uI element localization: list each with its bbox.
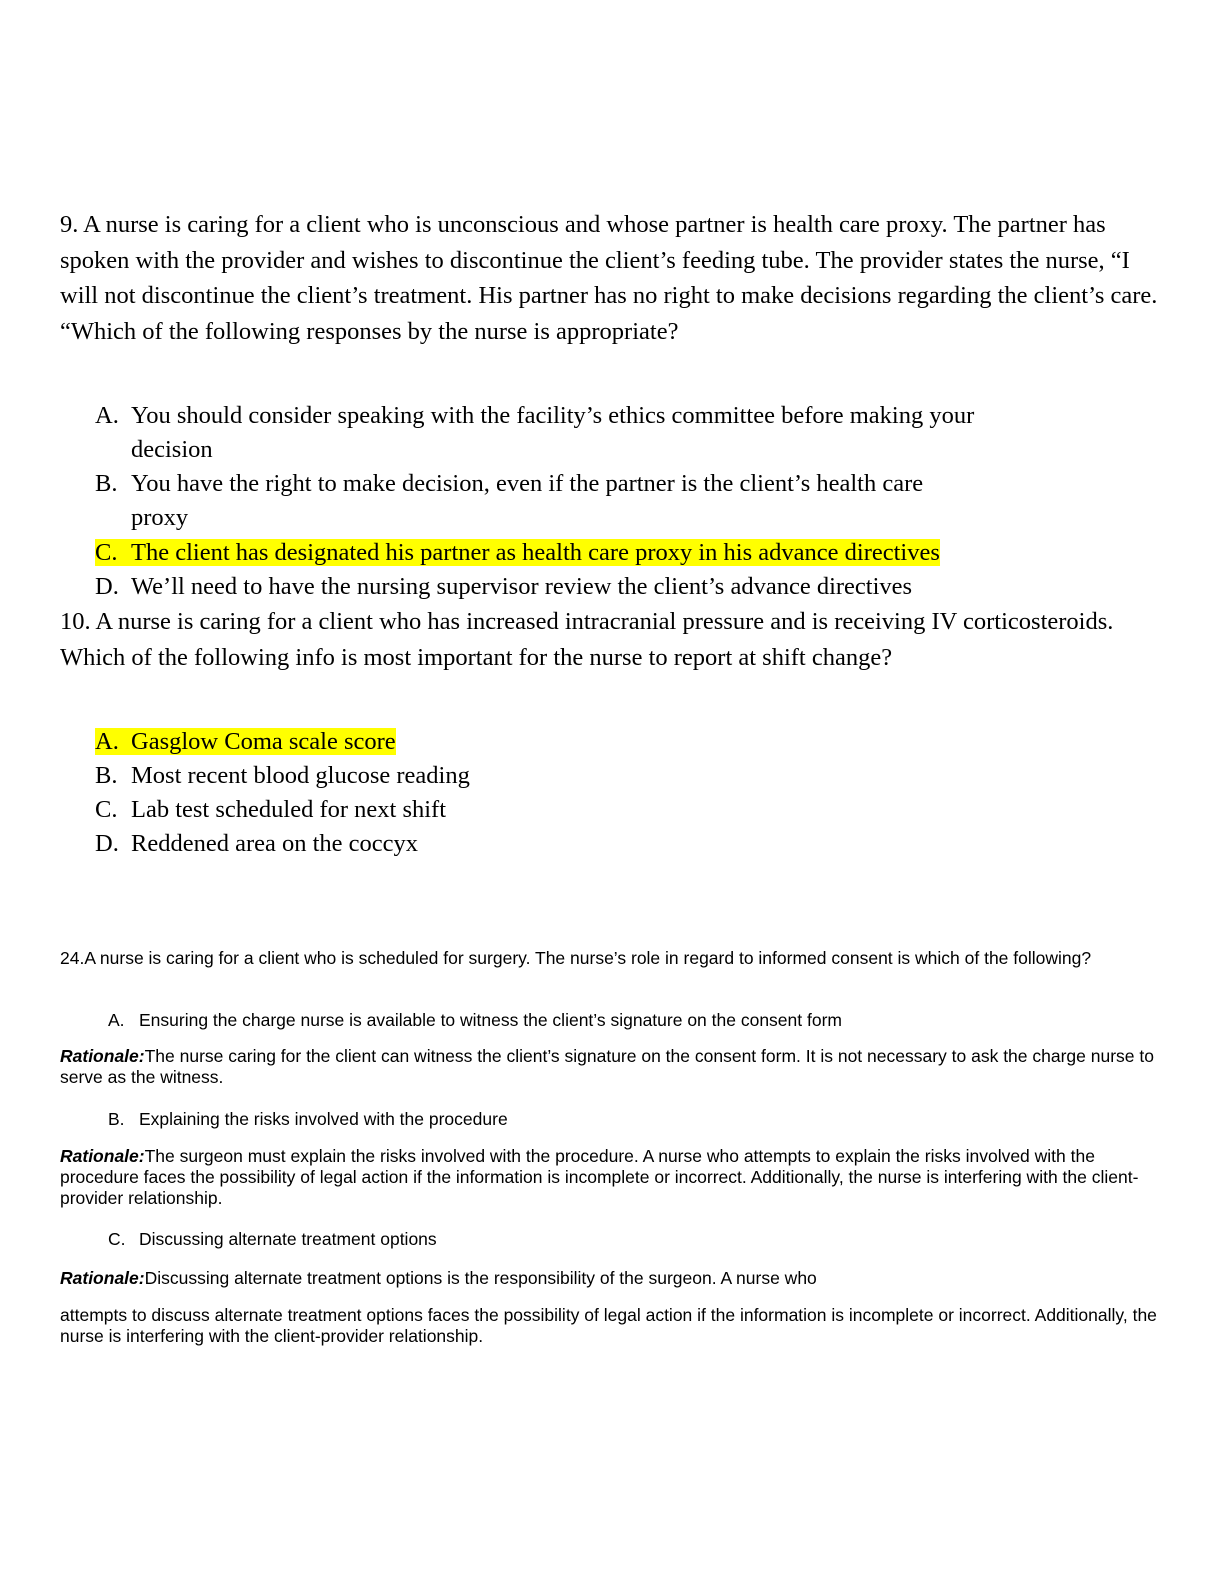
q10-option-a-text: Gasglow Coma scale score (131, 728, 396, 755)
q9-option-c (95, 535, 1115, 571)
q10-option-b-letter: B. (95, 762, 118, 789)
q10-option-d (95, 826, 1115, 862)
q24-rationale-c-text: Discussing alternate treatment options is the responsibility of the surgeon. A nurse who (144, 1268, 817, 1288)
q10-option-c (95, 792, 1115, 828)
q9-stem: 9. A nurse is caring for a client who is unconscious and whose partner is health care proxy. The partner has spoken with the provider and wishes to discontinue the client’s feeding tube. The provider states the nurse, “I will not discontinue the client’s treatment. His partner has no right to make decisions regarding the client’s care. “Which of the following responses by the nurse is appropriate? (60, 211, 1158, 345)
q24-option-a (108, 1010, 1108, 1031)
q24-rationale-c (60, 1268, 1170, 1289)
q10-option-d-text: Reddened area on the coccyx (131, 830, 419, 857)
q10-stem: 10. A nurse is caring for a client who has increased intracranial pressure and is receiving IV corticosteroids. Which of the following info is most important for the nurse to report at shift change? (60, 608, 1114, 671)
q24-option-a-text: Ensuring the charge nurse is available to witness the client’s signature on the consent form (139, 1010, 842, 1030)
q24-option-b-text: Explaining the risks involved with the procedure (139, 1109, 508, 1129)
q9-option-a-text-line2: decision (131, 436, 213, 463)
q9-option-d (95, 569, 1115, 605)
q24-stem: 24.A nurse is caring for a client who is scheduled for surgery. The nurse’s role in regard to informed consent is which of the following? (60, 948, 1092, 968)
q10-option-a (95, 724, 1115, 760)
rationale-label: Rationale: (60, 1146, 145, 1166)
q10-option-c-text: Lab test scheduled for next shift (131, 796, 447, 823)
q9-option-d-text: We’ll need to have the nursing supervisor review the client’s advance directives (131, 573, 913, 600)
q24-option-c (108, 1229, 1108, 1250)
q24-rationale-c-continuation: attempts to discuss alternate treatment options faces the possibility of legal action if the information is incomplete or incorrect. Additionally, the nurse is interfering with the client-provider relationship. (60, 1305, 1157, 1346)
q24-rationale-a-text: The nurse caring for the client can witness the client’s signature on the consent form. It is not necessary to ask the charge nurse to serve as the witness. (60, 1046, 1154, 1087)
q9-option-b-letter: B. (95, 470, 118, 497)
q9-option-c-letter: C. (95, 539, 118, 566)
q24-option-c-text: Discussing alternate treatment options (139, 1229, 437, 1249)
q9-option-a-letter: A. (95, 402, 119, 429)
q10-option-b (95, 758, 1115, 794)
q9-option-a (95, 399, 1115, 467)
q10-option-c-letter: C. (95, 796, 118, 823)
q9-option-a-text-line1: You should consider speaking with the facility’s ethics committee before making your (131, 402, 975, 429)
q10-option-d-letter: D. (95, 830, 119, 857)
q24-rationale-b (60, 1146, 1170, 1209)
q10-option-b-text: Most recent blood glucose reading (131, 762, 470, 789)
q24-option-a-letter: A. (108, 1010, 125, 1030)
q9-option-b-text-line2: proxy (131, 504, 189, 531)
q24-rationale-a (60, 1046, 1170, 1088)
q24-option-c-letter: C. (108, 1229, 126, 1249)
q24-rationale-b-text: The surgeon must explain the risks involved with the procedure. A nurse who attempts to explain the risks involved with the procedure faces the possibility of legal action if the information is incomplete or incorrect. Additionally, the nurse is interfering with the client-provider relationship. (60, 1146, 1139, 1208)
q10-option-a-letter: A. (95, 728, 119, 755)
q9-option-b (95, 467, 1115, 535)
rationale-label: Rationale: (60, 1046, 145, 1066)
q9-option-b-text-line1: You have the right to make decision, even if the partner is the client’s health care (131, 470, 924, 497)
q24-option-b-letter: B. (108, 1109, 125, 1129)
q9-option-c-text: The client has designated his partner as health care proxy in his advance directives (131, 539, 940, 566)
q24-option-b (108, 1109, 1108, 1130)
q9-option-d-letter: D. (95, 573, 119, 600)
rationale-label: Rationale: (60, 1268, 145, 1288)
